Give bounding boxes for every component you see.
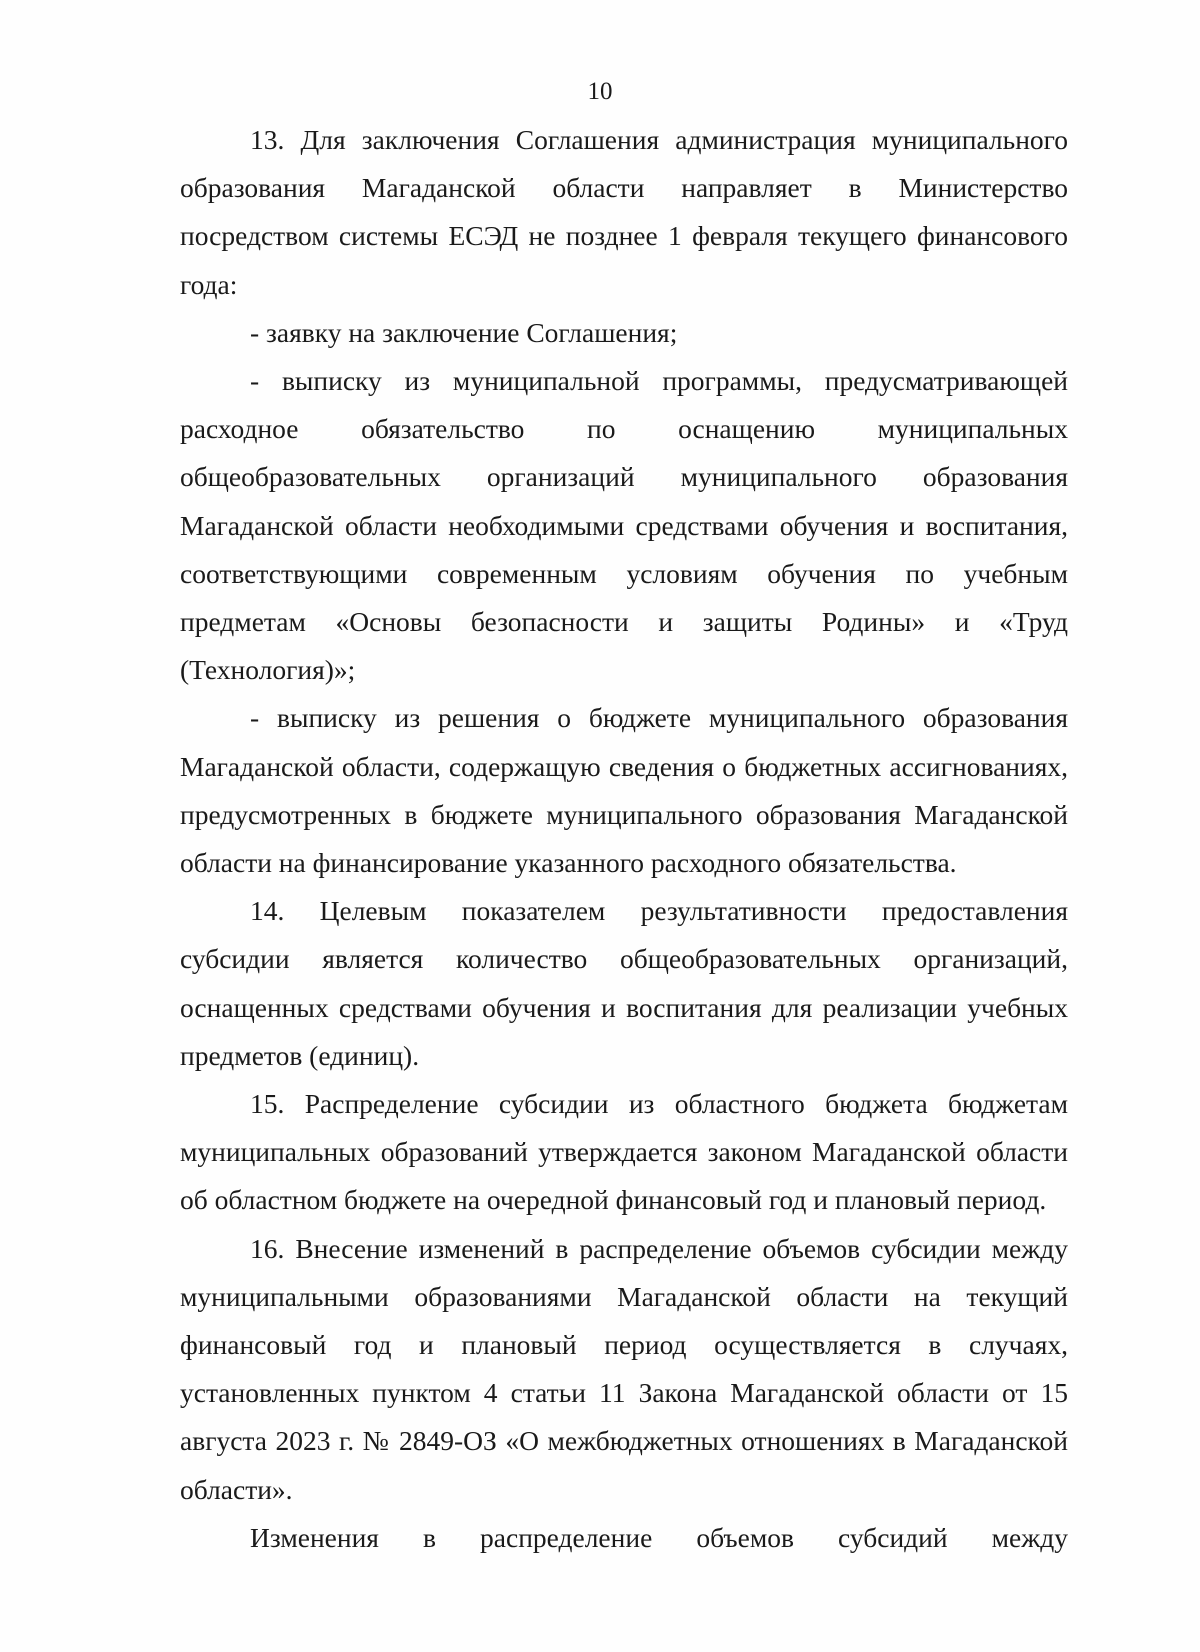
paragraph-program-extract-item: - выписку из муниципальной программы, предусматривающей расходное обязательство по оснащению муниципальных общеобразовательных организаций муниципального образования Магаданской области необходимыми средствами обучения и воспитания, соответствующими современным условиям обучения по учебным предметам «Основы безопасности и защиты Родины» и «Труд (Технология)»;	[180, 365, 1068, 686]
document-body	[180, 116, 1068, 1562]
paragraph-15: 15. Распределение субсидии из областного бюджета бюджетам муниципальных образований утверждается законом Магаданской области об областном бюджете на очередной финансовый год и плановый период.	[180, 1088, 1068, 1216]
paragraph-13: 13. Для заключения Соглашения администрация муниципального образования Магаданской области направляет в Министерство посредством системы ЕСЭД не позднее 1 февраля текущего финансового года:	[180, 124, 1068, 300]
paragraph-budget-extract-item: - выписку из решения о бюджете муниципального образования Магаданской области, содержащую сведения о бюджетных ассигнованиях, предусмотренных в бюджете муниципального образования Магаданской области на финансирование указанного расходного обязательства.	[180, 702, 1068, 879]
paragraph-14: 14. Целевым показателем результативности предоставления субсидии является количество общеобразовательных организаций, оснащенных средствами обучения и воспитания для реализации учебных предметов (единиц).	[180, 895, 1068, 1071]
paragraph-16: 16. Внесение изменений в распределение объемов субсидии между муниципальными образованиями Магаданской области на текущий финансовый год и плановый период осуществляется в случаях, установленных пунктом 4 статьи 11 Закона Магаданской области от 15 августа 2023 г. № 2849-ОЗ «О межбюджетных отношениях в Магаданской области».	[180, 1232, 1068, 1505]
paragraph-application-item: - заявку на заключение Соглашения;	[250, 316, 678, 348]
paragraph-changes-continued: Изменения в распределение объемов субсидий между	[250, 1521, 1068, 1553]
page-number: 10	[587, 78, 613, 105]
